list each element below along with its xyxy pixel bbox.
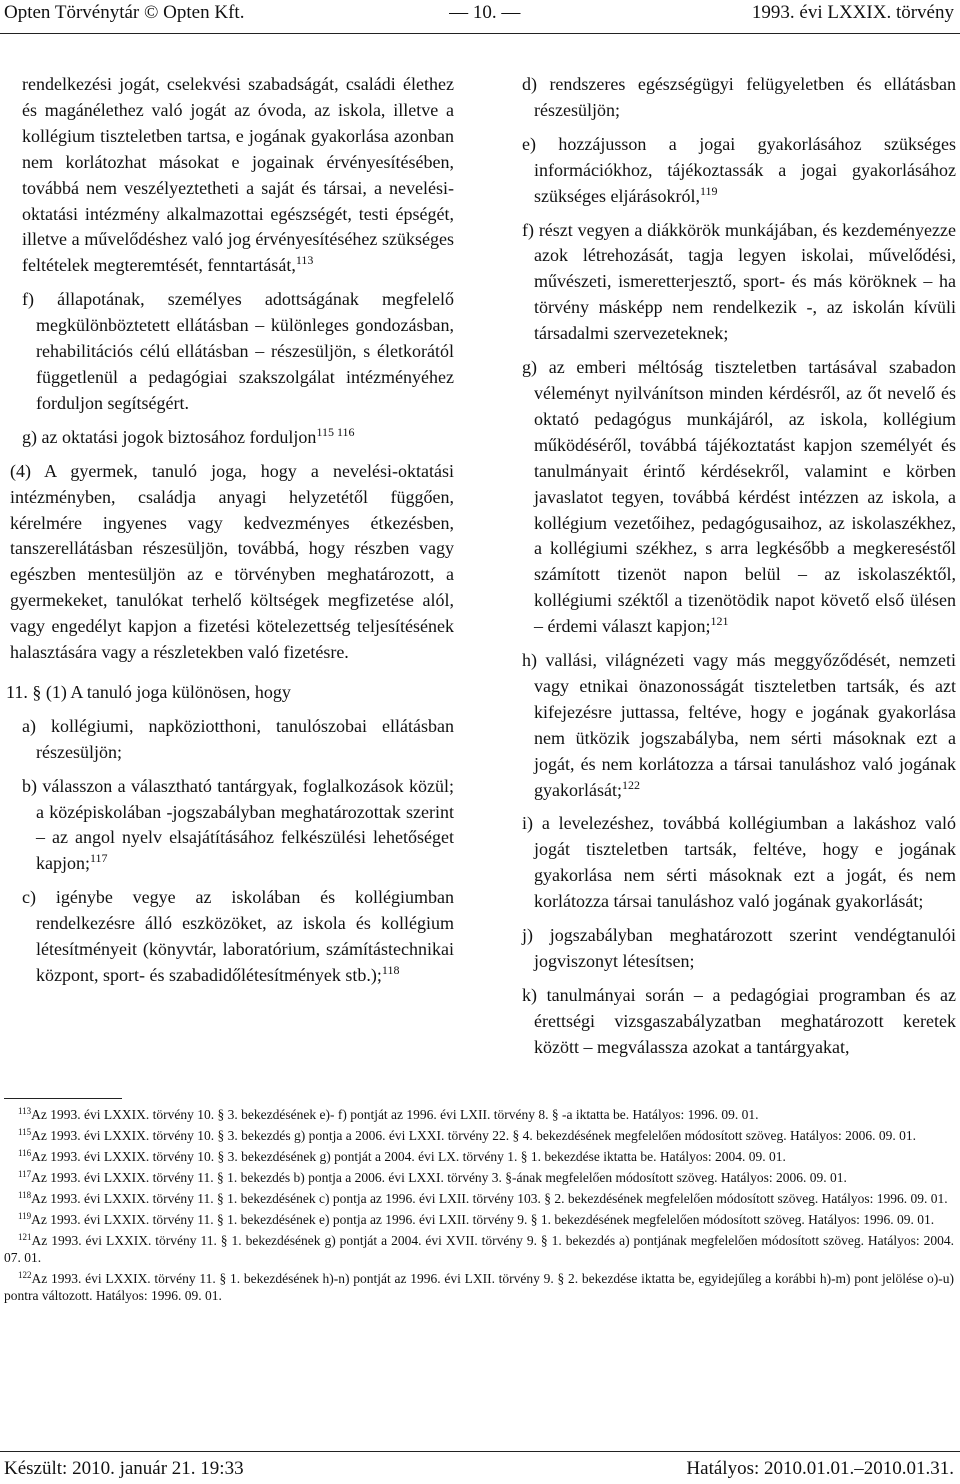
right-column [522, 72, 956, 1069]
footnote: $^{122}$Az 1993. évi LXXIX. törvény 11. § 1. bekezdésének h)-n) pontját az 1996. évi LXII. törvény 9. § 2. bekezdése iktatta be, egyidejűleg a korábbi h)-m) pont jelölése o)-u) pontra változott. Hatályos: 1996. 09. 01. [4, 1270, 954, 1303]
section-11-heading: 11. § (1) A tanuló joga különösen, hogy [6, 681, 291, 702]
point-g-right: g) az emberi méltóság tiszteletben tartásával szabadon véleményt nyilvánítson minden kérdésről, az őt nevelő és oktató pedagógus munkájáról, az iskola, kollégium működéséről, továbbá tájékoztatást kapjon személyét és tanulmányait érintő kérdésekről, valamint e körben javaslatot tegyen, továbbá kérdést intézzen az iskola, a kollégium vezetőihez, pedagógusaihoz, az iskolaszékhez, a kollégiumi székhez, s arra legkésőbb a megkereséstől számított tizenöt napon belül – az iskolaszéktől, kollégiumi széktől a tizenötödik napot követő első ülésen – érdemi választ kapjon;$^{121}$ [522, 357, 957, 637]
footnote-ref[interactable]: 119 [699, 183, 718, 198]
footnotes [4, 1106, 954, 1308]
footnote-ref[interactable]: 121 [710, 614, 729, 629]
point-f: f) állapotának, személyes adottságának megfelelő megkülönböztetett ellátásban – különleges gondozásban, rehabilitációs célú ellátásban – részesüljön, s életkorától függetlenül a pedagógiai szakszolgálat intézményéhez forduljon segítségért. [22, 289, 455, 413]
point-g: g) az oktatási jogok biztosához forduljon$^{115 116}$ [22, 424, 355, 447]
header-publisher: Opten Törvénytár © Opten Kft. [4, 2, 245, 23]
point-b: b) válasszon a választható tantárgyak, foglalkozások közül; a középiskolában -jogszabályban meghatározottak szerint – az angol nyelv elsajátításához felkészülési lehetőséget kapjon;$^{117}$ [22, 775, 454, 874]
point-d: d) rendszeres egészségügyi felügyeletben és ellátásban részesüljön; [522, 74, 956, 120]
footer-generated: Készült: 2010. január 21. 19:33 [4, 1458, 244, 1479]
point-a: a) kollégiumi, napköziotthoni, tanulószobai ellátásban részesüljön; [22, 715, 455, 762]
footnote: $^{119}$Az 1993. évi LXXIX. törvény 11. § 1. bekezdésének e) pontja az 1996. évi LXII. törvény 9. § 1. bekezdésének megfelelően módosított szöveg. Hatályos: 1996. 09. 01. [18, 1211, 935, 1227]
point-e: e) hozzájusson a jogai gyakorlásához szükséges információkhoz, tájékoztassák a jogai gyakorlásához szükséges eljárásokról,$^{119}$ [522, 133, 956, 206]
footnote-ref[interactable]: 113 [295, 253, 314, 268]
footnote: $^{116}$Az 1993. évi LXXIX. törvény 10. § 3. bekezdésének g) pontját a 2004. évi LX. törvény 1. § 1. bekezdése iktatta be. Hatályos: 2004. 09. 01. [18, 1148, 786, 1164]
footnote-ref[interactable]: 115 116 [316, 424, 355, 439]
point-i: i) a levelezéshez, továbbá kollégiumban a lakáshoz való jogát tiszteletben tartsák, feltéve, hogy e jogának gyakorlása nem sérti másoknak ezt a jogát, és nem korlátozza társai tanuláshoz való jogának gyakorlását; [522, 813, 956, 912]
point-k: k) tanulmányai során – a pedagógiai programban és az érettségi vizsgaszabályzatban meghatározott keretek között – megválassza azokat a tantárgyakat, [522, 984, 957, 1057]
footnote-ref[interactable]: 117 [90, 851, 108, 866]
page-footer [4, 1456, 954, 1482]
left-column [6, 72, 455, 997]
footnote-divider [4, 1098, 122, 1099]
point-h: h) vallási, világnézeti vagy más meggyőződését, nemzeti vagy etnikai önazonosságát tiszteletben tartsák, és azt kifejezésre juttassa, feltéve, hogy e jogának gyakorlása nem ütközik jogszabályba, nem sérti másoknak ezt a jogát, és nem korlátozza a társai tanuláshoz való jogának gyakorlását;$^{122}$ [522, 650, 957, 800]
intro-paragraph: rendelkezési jogát, cselekvési szabadságát, családi élethez és magánélethez való jogát az óvoda, az iskola, illetve a kollégium tiszteletben tartsa, e jogának gyakorlása azonban nem korlátozhat másokat e jogainak érvényesítésében, továbbá nem veszélyeztetheti a saját és társai, a nevelési-oktatási intézmény alkalmazottai egészségét, testi épségét, illetve a művelődéshez való jog érvényesítéséhez szükséges feltételek megteremtését, fenntartását,$^{113}$ [22, 74, 454, 276]
footnote: $^{113}$Az 1993. évi LXXIX. törvény 10. § 3. bekezdésének e)- f) pontját az 1996. évi LXII. törvény 8. § -a iktatta be. Hatályos: 1996. 09. 01. [18, 1106, 759, 1122]
point-c: c) igénybe vegye az iskolában és kollégiumban rendelkezésre álló eszközöket, az iskola és kollégium létesítményeit (könyvtár, laboratórium, számítástechnikai központ, sport- és szabadidőlétesítmények stb.);$^{118}$ [22, 887, 454, 985]
footnote-ref[interactable]: 122 [621, 777, 640, 792]
header-divider [0, 33, 960, 34]
footnote-ref[interactable]: 118 [381, 963, 400, 977]
point-j: j) jogszabályban meghatározott szerint vendégtanulói jogviszonyt létesítsen; [522, 925, 956, 971]
footnote: $^{115}$Az 1993. évi LXXIX. törvény 10. § 3. bekezdés g) pontja a 2006. évi LXXI. törvény 22. § 4. bekezdésének megfelelően módosított szöveg. Hatályos: 2006. 09. 01. [18, 1127, 916, 1143]
point-f-right: f) részt vegyen a diákkörök munkájában, és kezdeményezze azok létrehozását, tagja legyen iskolai, művelődési, művészeti, ismeretterjesztő, sport- és más köröknek – ha törvény másképp nem rendelkezik -, az iskolán kívüli társadalmi szervezeteknek; [522, 219, 956, 344]
footnote: $^{117}$Az 1993. évi LXXIX. törvény 11. § 1. bekezdés b) pontja a 2006. évi LXXI. törvény 3. §-ának megfelelően módosított szöveg. Hatályos: 2006. 09. 01. [18, 1169, 847, 1185]
header-law-title: 1993. évi LXXIX. törvény [751, 2, 954, 23]
header-page-number: — 10. — [449, 2, 521, 23]
footer-validity: Hatályos: 2010.01.01.–2010.01.31. [686, 1458, 954, 1479]
page-header [4, 0, 954, 26]
paragraph-4: (4) A gyermek, tanuló joga, hogy a nevelési-oktatási intézményben, családja anyagi helyzetétől függően, kérelmére ingyenes vagy kedvezményes étkezésben, tanszerellátásban részesüljön, továbbá, hogy részben vagy egészben mentesüljön az e törvényben meghatározott, a gyermekeket, tanulókat terhelő költségek megfizetése alól, vagy engedélyt kapjon a fizetési kötelezettség teljesítésének halasztására vagy a részletekben való fizetésre. [10, 460, 455, 663]
footnote: $^{121}$Az 1993. évi LXXIX. törvény 11. § 1. bekezdésének g) pontját a 2004. évi XVII. törvény 9. § 1. bekezdés a) pontjának megfelelően módosított szöveg. Hatályos: 2004. 07. 01. [4, 1232, 954, 1265]
footnote: $^{118}$Az 1993. évi LXXIX. törvény 11. § 1. bekezdésének c) pontja az 1996. évi LXII. törvény 103. § 2. bekezdésének megfelelően módosított szöveg. Hatályos: 1996. 09. 01. [18, 1190, 948, 1206]
footer-divider [0, 1451, 960, 1452]
